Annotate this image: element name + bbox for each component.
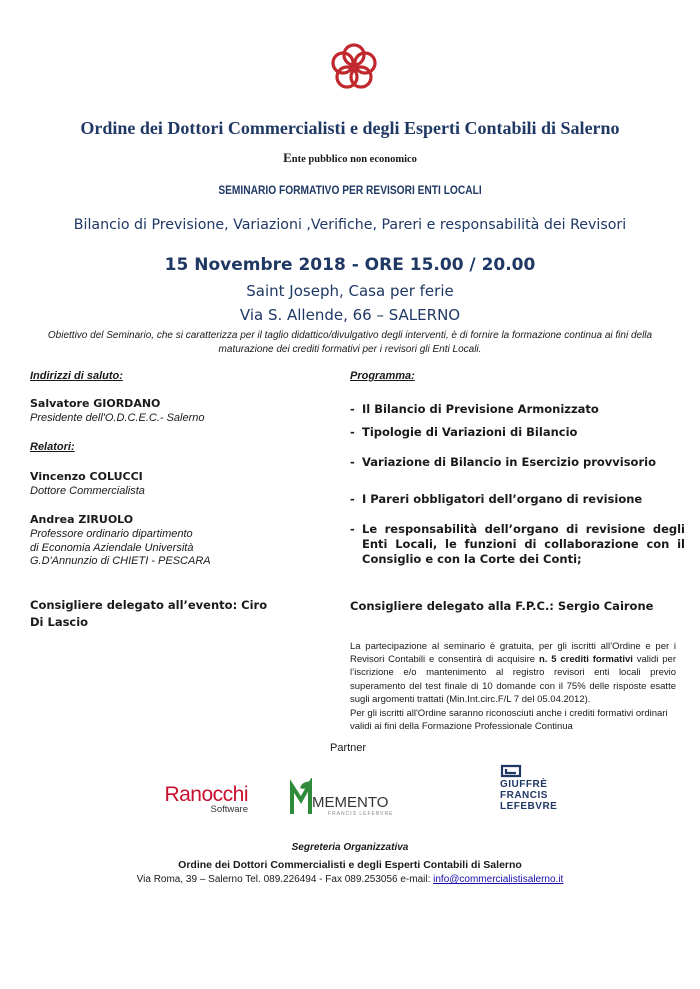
ordinary-credits-info: Per gli iscritti all'Ordine saranno riconosciuti anche i crediti formativi ordinari validi ai fini della Formazione Professionale Continua [350, 708, 668, 733]
program-heading: Programma: [350, 370, 415, 382]
event-delegate: Consigliere delegato all’evento: Ciro Di Lascio [30, 598, 268, 629]
speaker1-role: Dottore Commercialista [30, 485, 145, 497]
footer-contacts: Via Roma, 39 – Salerno Tel. 089.226494 - Fax 089.253056 e-mail: info@commercialistisalerno.it [136, 874, 564, 885]
org-title: Ordine dei Dottori Commercialisti e degli Esperti Contabili di Salerno [80, 118, 620, 138]
partner-label: Partner [330, 742, 367, 754]
program-item: - Tipologie di Variazioni di Bilancio [350, 425, 578, 439]
program-item: - Le responsabilità dell’organo di revisione degli Enti Locali, le funzioni di collaborazione con il Consiglio e con la Corte dei Conti; [350, 522, 685, 566]
participation-info: La partecipazione al seminario è gratuita, per gli iscritti all’Ordine e per i Revisori Contabili e consentirà di acquisire n. 5 crediti formativi validi per l’iscrizione e/o mantenimento al registro revisori enti locali previo superamento del test finale di 10 domande con il 75% delle risposte esatte sugli argomenti trattati (Min.Int.circ.F/L 7 del 05.04.2012). [350, 641, 676, 705]
speaker2-name: Andrea ZIRUOLO [30, 513, 134, 526]
order-logo [327, 40, 381, 94]
ente-subtitle: Ente pubblico non economico [283, 150, 417, 165]
memento-leaf-icon [288, 778, 314, 818]
greeter-name: Salvatore GIORDANO [30, 397, 161, 410]
address: Via S. Allende, 66 – SALERNO [239, 306, 461, 324]
giuffre-mark-icon [500, 764, 522, 778]
date-time: 15 Novembre 2018 - ORE 15.00 / 20.00 [164, 255, 536, 275]
venue: Saint Joseph, Casa per ferie [246, 282, 454, 300]
secretary-label: Segreteria Organizzativa [291, 842, 409, 853]
document-page: Ordine dei Dottori Commercialisti e degli Esperti Contabili di Salerno Ente pubblico non economico SEMINARIO FORMATIVO PER REVISORI ENTI LOCALI Bilancio di Previsione, Variazioni ,Verifiche, Pareri e responsabilità dei Revisori 15 Novembre 2018 - ORE 15.00 / 20.00 Saint Joseph, Casa per ferie Via S. Allende, 66 – SALERNO Obiettivo del Seminario, che si caratterizza per il taglio didattico/divulgativo degli interventi, è di fornire la formazione continua ai fini della maturazione dei crediti formativi per i revisori gli Enti Locali. Indirizzi di saluto: Salvatore GIORDANO Presidente dell'O.D.C.E.C.- Salerno Relatori: Vincenzo COLUCCI Dottore Commercialista Andrea ZIRUOLO Professore ordinario dipartimento di Economia Aziendale Università G.D'Annunzio di CHIETI - PESCARA Consigliere delegato all’evento: Ciro Di Lascio Programma: - Il Bilancio di Previsione Armonizzato - Tipologie di Variazioni di Bilancio - Variazione di Bilancio in Esercizio provvisorio - I Pareri obbligatori dell’organo di revisione - Le responsabilità dell’organo di revisione degli Enti Locali, le funzioni di collaborazione con il Consiglio e con la Corte dei Conti; Consigliere delegato alla F.P.C.: Sergio Cairone La partecipazione al seminario è gratuita, per gli iscritti all’Ordine e per i Revisori Contabili e consentirà di acquisire n. 5 crediti formativi validi per l’iscrizione e/o mantenimento al registro revisori enti locali previo superamento del test finale di 10 domande con il 75% delle risposte esatte sugli argomenti trattati (Min.Int.circ.F/L 7 del 05.04.2012). Per gli iscritti all'Ordine saranno riconosciuti anche i crediti formativi ordinari validi ai fini della Formazione Professionale Continua Partner Ranocchi Software MEMENTO FRANCIS LEFEBVRE GIUFFRÈ FRANCIS LEFEBVRE Segreteria Organizzativa Ordine dei Dottori Commercialisti e degli Esperti Contabili di Salerno Via Roma, 39 – Salerno Tel. 089.226494 - Fax 089.253056 e-mail: info@commercialistisalerno.it [0, 0, 700, 989]
speaker2-role: Professore ordinario dipartimento di Economia Aziendale Università G.D'Annunzio di CHIETI - PESCARA [30, 528, 211, 567]
ranocchi-logo: Ranocchi Software [164, 783, 248, 815]
program-item: - Il Bilancio di Previsione Armonizzato [350, 402, 599, 416]
program-item: - Variazione di Bilancio in Esercizio provvisorio [350, 455, 656, 469]
greeter-role: Presidente dell'O.D.C.E.C.- Salerno [30, 412, 205, 424]
greetings-heading: Indirizzi di saluto: [30, 370, 123, 382]
fpc-delegate: Consigliere delegato alla F.P.C.: Sergio Cairone [350, 599, 654, 613]
seminar-title: Bilancio di Previsione, Variazioni ,Verifiche, Pareri e responsabilità dei Revisori [73, 217, 627, 233]
speaker1-name: Vincenzo COLUCCI [30, 470, 143, 483]
seminar-objective: Obiettivo del Seminario, che si caratterizza per il taglio didattico/divulgativo degli interventi, è di fornire la formazione continua ai fini della maturazione dei crediti formativi per i revisori gli Enti Locali. [47, 330, 653, 355]
footer-org: Ordine dei Dottori Commercialisti e degli Esperti Contabili di Salerno [178, 859, 522, 871]
seminar-type: SEMINARIO FORMATIVO PER REVISORI ENTI LOCALI [218, 183, 482, 197]
email-link[interactable]: info@commercialistisalerno.it [433, 874, 564, 885]
speakers-heading: Relatori: [30, 441, 75, 453]
program-item: - I Pareri obbligatori dell’organo di revisione [350, 492, 643, 506]
